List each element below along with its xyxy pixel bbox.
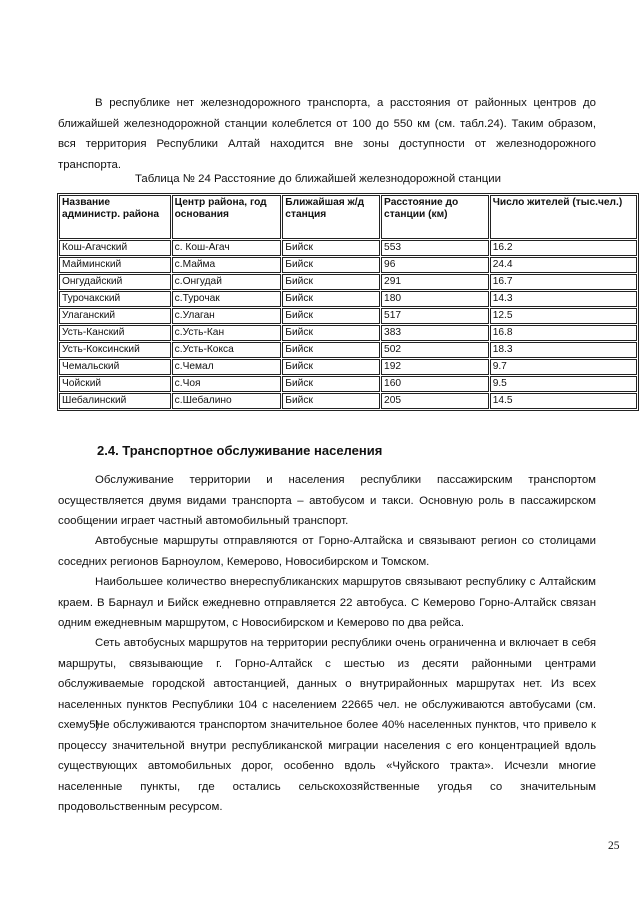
table-row (59, 376, 637, 392)
section-heading: 2.4. Транспортное обслуживание населения (97, 443, 383, 458)
cell-district: Улаганский (59, 308, 171, 324)
header-distance: Расстояние до станции (км) (381, 195, 489, 239)
cell-population: 9.7 (490, 359, 637, 375)
table-header-row (59, 195, 637, 239)
cell-distance: 383 (381, 325, 489, 341)
table-row (59, 325, 637, 341)
cell-population: 9.5 (490, 376, 637, 392)
section-paragraph: Автобусные маршруты отправляются от Горно-Алтайска и связывают регион со столицами соседних регионов Барноулом, Кемерово, Новосибирском и Томском. (58, 535, 596, 568)
cell-population: 14.3 (490, 291, 637, 307)
cell-district: Кош-Агачский (59, 240, 171, 256)
table-caption: Таблица № 24 Расстояние до ближайшей железнодорожной станции (134, 173, 502, 185)
cell-population: 16.2 (490, 240, 637, 256)
cell-distance: 502 (381, 342, 489, 358)
table-row (59, 240, 637, 256)
cell-distance: 96 (381, 257, 489, 273)
header-station: Ближайшая ж/д станция (282, 195, 380, 239)
cell-station: Бийск (282, 257, 380, 273)
section-paragraph: Не обслуживаются транспортом значительное более 40% населенных пунктов, что привело к процессу значительной внутри республиканской миграции населения с его концентрацией вдоль существующих автомобильных дорог, особенно вдоль «Чуйского тракта». Исчезли многие населенные пункты, где остались сельскохозяйственные угодья со значительным продовольственным ресурсом. (58, 719, 596, 814)
cell-station: Бийск (282, 240, 380, 256)
cell-district: Турочакский (59, 291, 171, 307)
distance-table (57, 193, 639, 411)
table-row (59, 274, 637, 290)
cell-station: Бийск (282, 359, 380, 375)
cell-distance: 517 (381, 308, 489, 324)
table-row (59, 359, 637, 375)
page-number: 25 (608, 840, 620, 852)
cell-center: с.Майма (172, 257, 282, 273)
cell-center: с.Турочак (172, 291, 282, 307)
cell-district: Онгудайский (59, 274, 171, 290)
cell-population: 24.4 (490, 257, 637, 273)
section-paragraph: Сеть автобусных маршрутов на территории республики очень ограниченна и включает в себя маршруты, связывающие г. Горно-Алтайск с шестью из десяти районными центрами обслуживаемые городской автостанцией, данных о внутрирайонных маршрутах нет. Из всех населенных пунктов Республики 104 с населением 22665 чел. не обслуживаются автобусами (см. схему5). (58, 637, 596, 732)
cell-population: 16.7 (490, 274, 637, 290)
cell-distance: 553 (381, 240, 489, 256)
table-row (59, 308, 637, 324)
cell-distance: 192 (381, 359, 489, 375)
table-row (59, 291, 637, 307)
cell-center: с.Шебалино (172, 393, 282, 409)
cell-distance: 205 (381, 393, 489, 409)
header-center: Центр района, год основания (172, 195, 282, 239)
cell-center: с.Чемал (172, 359, 282, 375)
cell-station: Бийск (282, 376, 380, 392)
cell-distance: 291 (381, 274, 489, 290)
cell-station: Бийск (282, 393, 380, 409)
section-paragraph: Обслуживание территории и населения республики пассажирским транспортом осуществляется двумя видами транспорта – автобусом и такси. Основную роль в пассажирском сообщении играет частный автомобильный транспорт. (58, 474, 596, 528)
cell-center: с.Чоя (172, 376, 282, 392)
table-row (59, 393, 637, 409)
header-district: Название администр. района (59, 195, 171, 239)
cell-district: Чемальский (59, 359, 171, 375)
cell-district: Майминский (59, 257, 171, 273)
cell-distance: 180 (381, 291, 489, 307)
cell-distance: 160 (381, 376, 489, 392)
cell-station: Бийск (282, 325, 380, 341)
cell-district: Шебалинский (59, 393, 171, 409)
cell-district: Усть-Канский (59, 325, 171, 341)
cell-center: с.Улаган (172, 308, 282, 324)
cell-center: с.Усть-Кокса (172, 342, 282, 358)
cell-center: с.Онгудай (172, 274, 282, 290)
cell-station: Бийск (282, 291, 380, 307)
intro-paragraph: В республике нет железнодорожного транспорта, а расстояния от районных центров до ближайшей железнодорожной станции колеблется от 100 до 550 км (см. табл.24). Таким образом, вся территория Республики Алтай находится вне зоны доступности от железнодорожного транспорта. (58, 97, 596, 171)
cell-station: Бийск (282, 342, 380, 358)
cell-center: с. Кош-Агач (172, 240, 282, 256)
cell-population: 16.8 (490, 325, 637, 341)
cell-district: Усть-Коксинский (59, 342, 171, 358)
cell-center: с.Усть-Кан (172, 325, 282, 341)
section-paragraph: Наибольшее количество внереспубликанских маршрутов связывают республику с Алтайским краем. В Барнаул и Бийск ежедневно отправляется 22 автобуса. С Кемерово Горно-Алтайск связан одним ежедневным маршрутом, с Новосибирском и Кемерово по два рейса. (58, 576, 596, 630)
cell-population: 12.5 (490, 308, 637, 324)
cell-station: Бийск (282, 274, 380, 290)
cell-population: 18.3 (490, 342, 637, 358)
cell-district: Чойский (59, 376, 171, 392)
table-row (59, 257, 637, 273)
cell-population: 14.5 (490, 393, 637, 409)
table-body (59, 240, 637, 409)
cell-station: Бийск (282, 308, 380, 324)
header-population: Число жителей (тыс.чел.) (490, 195, 637, 239)
table-row (59, 342, 637, 358)
